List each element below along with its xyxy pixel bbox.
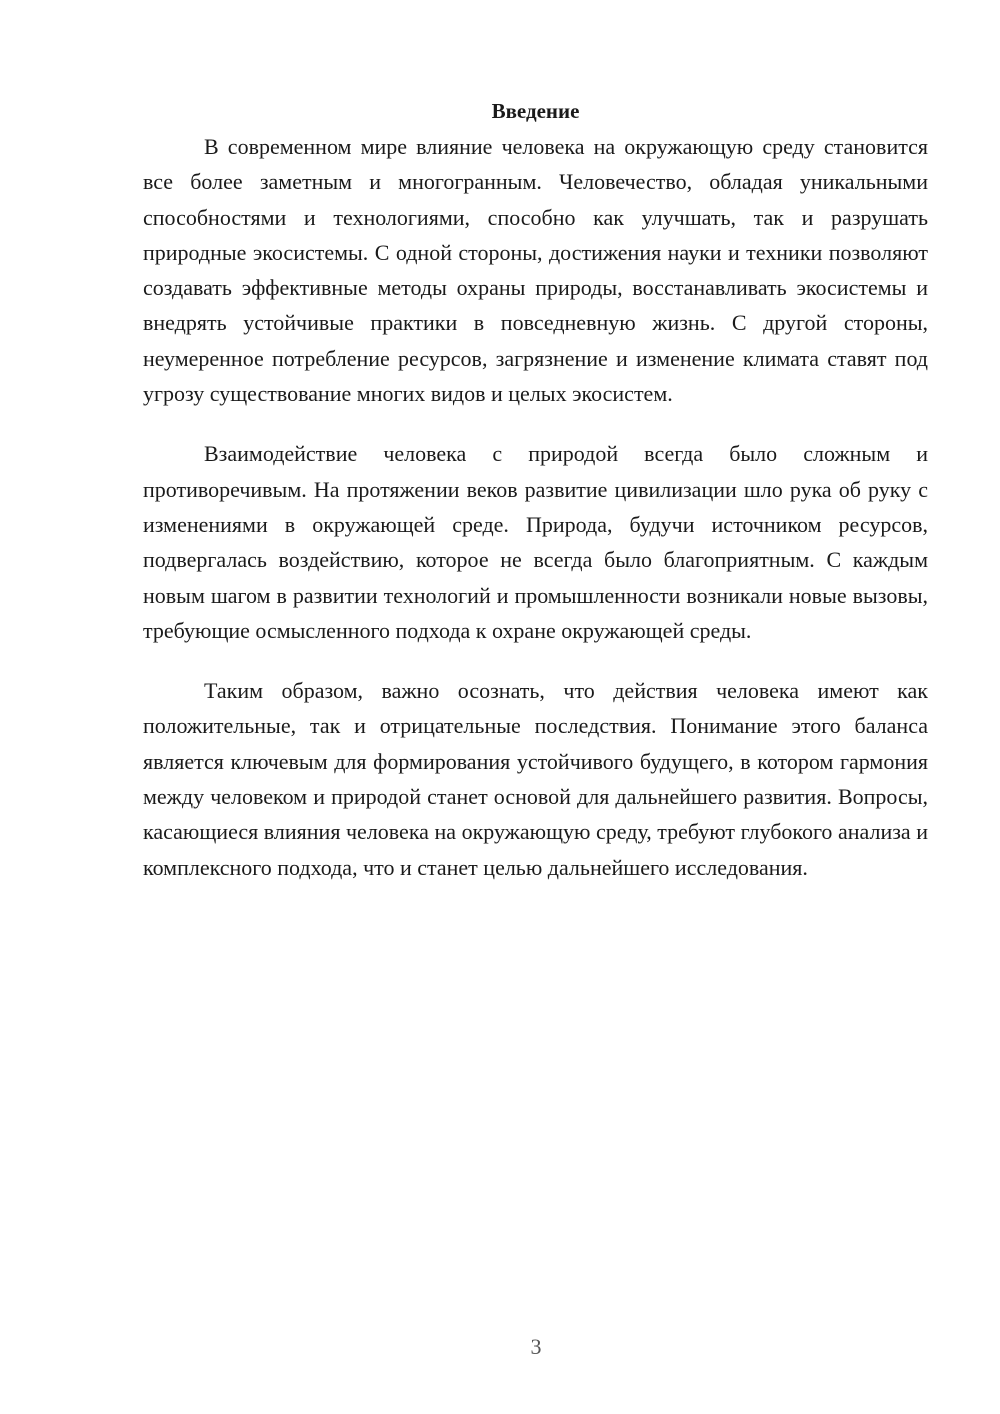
section-title: Введение	[491, 99, 580, 123]
page-number: 3	[530, 1334, 542, 1359]
paragraph-2: Взаимодействие человека с природой всегда было сложным и противоречивым. На протяжении веков развитие цивилизации шло рука об руку с изменениями в окружающей среде. Природа, будучи источником ресурсов, подвергалась воздействию, которое не всегда было благоприятным. С каждым новым шагом в развитии технологий и промышленности возникали новые вызовы, требующие осмысленного подхода к охране окружающей среды.	[143, 441, 928, 643]
paragraph-1: В современном мире влияние человека на окружающую среду становится все более заметным и многогранным. Человечество, обладая уникальными способностями и технологиями, способно как улучшать, так и разрушать природные экосистемы. С одной стороны, достижения науки и техники позволяют создавать эффективные методы охраны природы, восстанавливать экосистемы и внедрять устойчивые практики в повседневную жизнь. С другой стороны, неумеренное потребление ресурсов, загрязнение и изменение климата ставят под угрозу существование многих видов и целых экосистем.	[143, 134, 928, 407]
document-page	[143, 96, 928, 885]
paragraph-3: Таким образом, важно осознать, что действия человека имеют как положительные, так и отрицательные последствия. Понимание этого баланса является ключевым для формирования устойчивого будущего, в котором гармония между человеком и природой станет основой для дальнейшего развития. Вопросы, касающиеся влияния человека на окружающую среду, требуют глубокого анализа и комплексного подхода, что и станет целью дальнейшего исследования.	[143, 678, 928, 880]
